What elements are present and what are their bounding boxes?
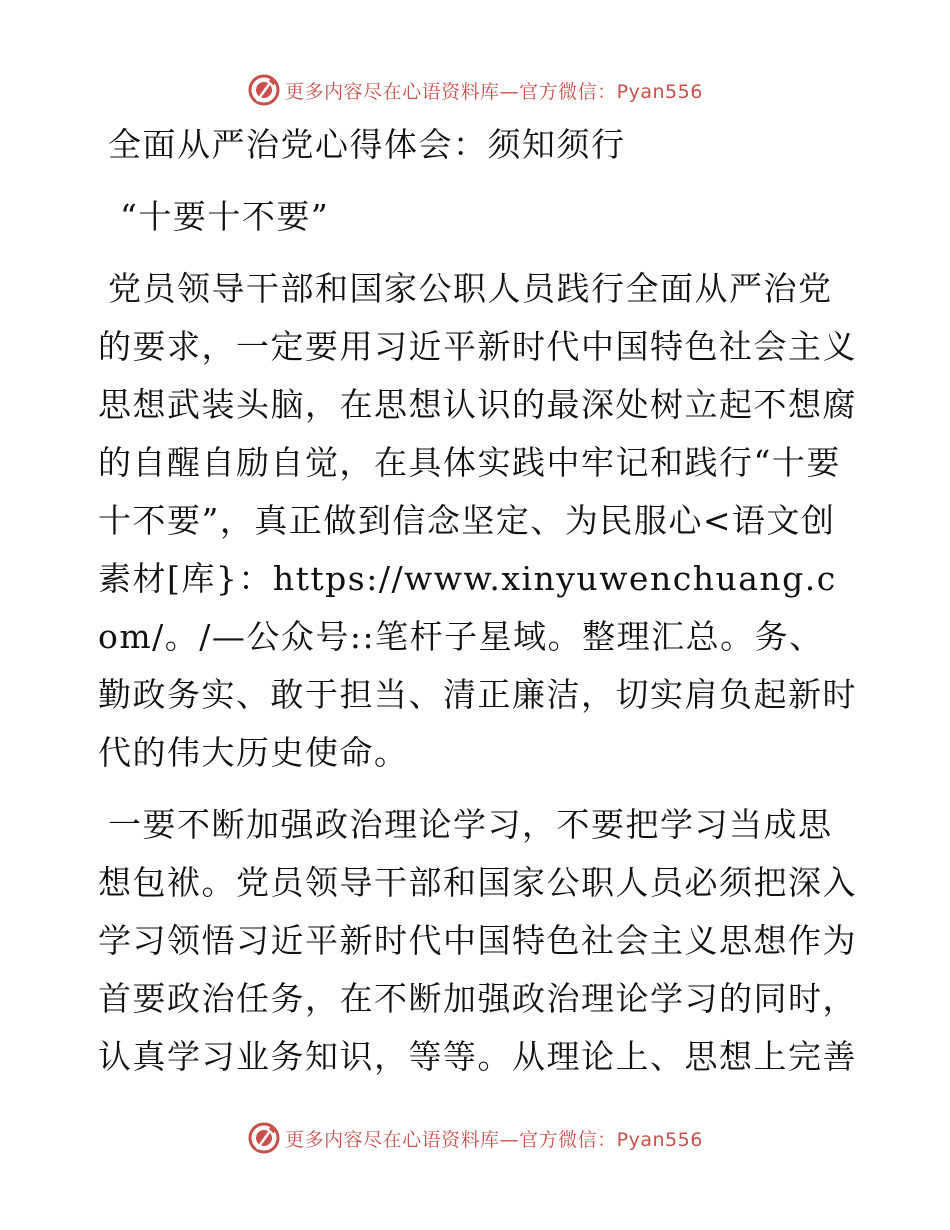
paragraph-2: 一要不断加强政治理论学习，不要把学习当成思想包袱。党员领导干部和国家公职人员必须把深入学习领悟习近平新时代中国特色社会主义思想作为首要政治任务，在不断加强政治理论学习的同时，认真学习业务知识，等等。从理论上、思想上完善 [98, 805, 857, 1076]
header-banner-text: 更多内容尽在心语资料库—官方微信：Pyan556 [285, 80, 703, 103]
document-title: 全面从严治党心得体会：须知须行 [108, 125, 626, 164]
footer-banner-text: 更多内容尽在心语资料库—官方微信：Pyan556 [285, 1128, 703, 1151]
pen-seal-icon [247, 1121, 281, 1155]
header-banner [0, 70, 950, 110]
pen-seal-icon [247, 73, 281, 107]
document-body [98, 116, 858, 1100]
footer-banner [0, 1118, 950, 1158]
paragraph-1: 党员领导干部和国家公职人员践行全面从严治党的要求，一定要用习近平新时代中国特色社会主义思想武装头脑，在思想认识的最深处树立起不想腐的自醒自励自觉，在具体实践中牢记和践行“十要十不要”，真正做到信念坚定、为民服心<语文创素材[库}：https://www.xinyuwenchuang.com/。/—公众号::笔杆子星域。整理汇总。务、勤政务实、敢于担当、清正廉洁，切实肩负起新时代的伟大历史使命。 [98, 269, 857, 772]
document-subtitle: “十要十不要” [120, 197, 330, 236]
